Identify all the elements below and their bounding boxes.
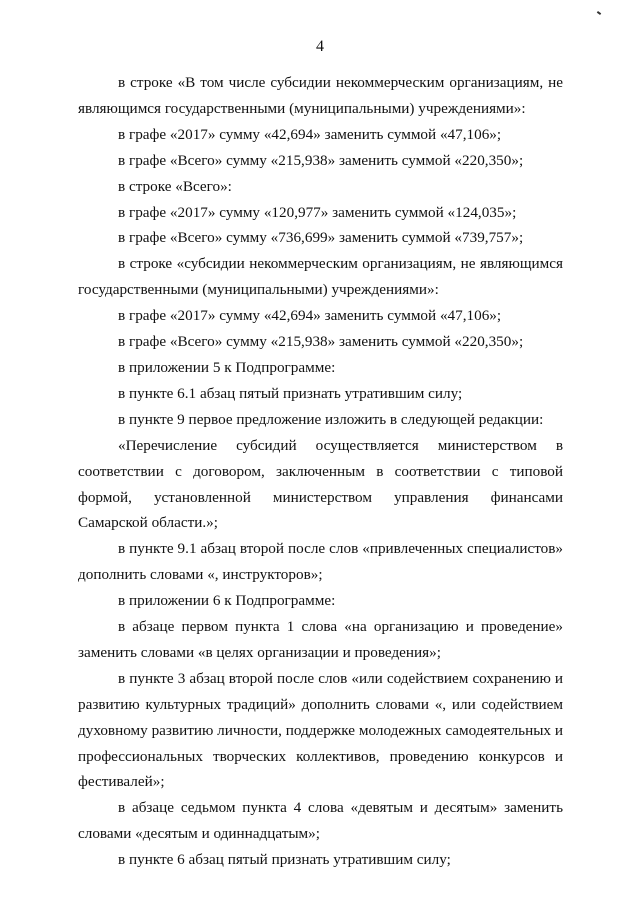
paragraph: в пункте 9 первое предложение изложить в следующей редакции:	[118, 410, 544, 428]
paragraph: в пункте 9.1 абзац второй после слов «привлеченных специалистов» дополнить словами «, инструкторов»;	[78, 540, 563, 584]
paragraph: в строке «В том числе субсидии некоммерческим организациям, не являющимся государственными (муниципальными) учреждениями»:	[78, 74, 563, 117]
scan-mark	[597, 11, 601, 15]
paragraph: в строке «субсидии некоммерческим организациям, не являющимся государственными (муниципальными) учреждениями»:	[78, 255, 563, 299]
paragraph: в абзаце седьмом пункта 4 слова «девятым и десятым» заменить словами «десятым и одиннадцатым»;	[78, 799, 563, 843]
paragraph: в пункте 6.1 абзац пятый признать утратившим силу;	[118, 384, 463, 402]
paragraph: в пункте 3 абзац второй после слов «или содействием сохранению и развитию культурных традиций» дополнить словами «, или содействием духовному развитию личности, поддержке молодежных самодеятельных и профессиональных творческих коллективов, проведению конкурсов и фестивалей»;	[78, 669, 563, 791]
paragraph: в приложении 5 к Подпрограмме:	[118, 358, 336, 376]
document-body	[78, 70, 563, 873]
paragraph: в графе «Всего» сумму «215,938» заменить суммой «220,350»;	[118, 333, 524, 351]
paragraph: «Перечисление субсидий осуществляется министерством в соответствии с договором, заключенным в соответствии с типовой формой, установленной министерством управления финансами Самарской области.»;	[78, 436, 563, 532]
paragraph: в пункте 6 абзац пятый признать утратившим силу;	[118, 851, 451, 869]
paragraph: в графе «2017» сумму «42,694» заменить суммой «47,106»;	[118, 307, 502, 325]
paragraph: в абзаце первом пункта 1 слова «на организацию и проведение» заменить словами «в целях организации и проведения»;	[78, 618, 563, 661]
paragraph: в графе «Всего» сумму «736,699» заменить суммой «739,757»;	[118, 229, 524, 247]
paragraph: в приложении 6 к Подпрограмме:	[118, 592, 336, 610]
paragraph: в графе «2017» сумму «42,694» заменить суммой «47,106»;	[118, 125, 502, 143]
paragraph: в графе «Всего» сумму «215,938» заменить суммой «220,350»;	[118, 151, 524, 169]
paragraph: в графе «2017» сумму «120,977» заменить суммой «124,035»;	[118, 203, 517, 221]
paragraph: в строке «Всего»:	[118, 177, 232, 195]
page-number: 4	[316, 38, 324, 55]
